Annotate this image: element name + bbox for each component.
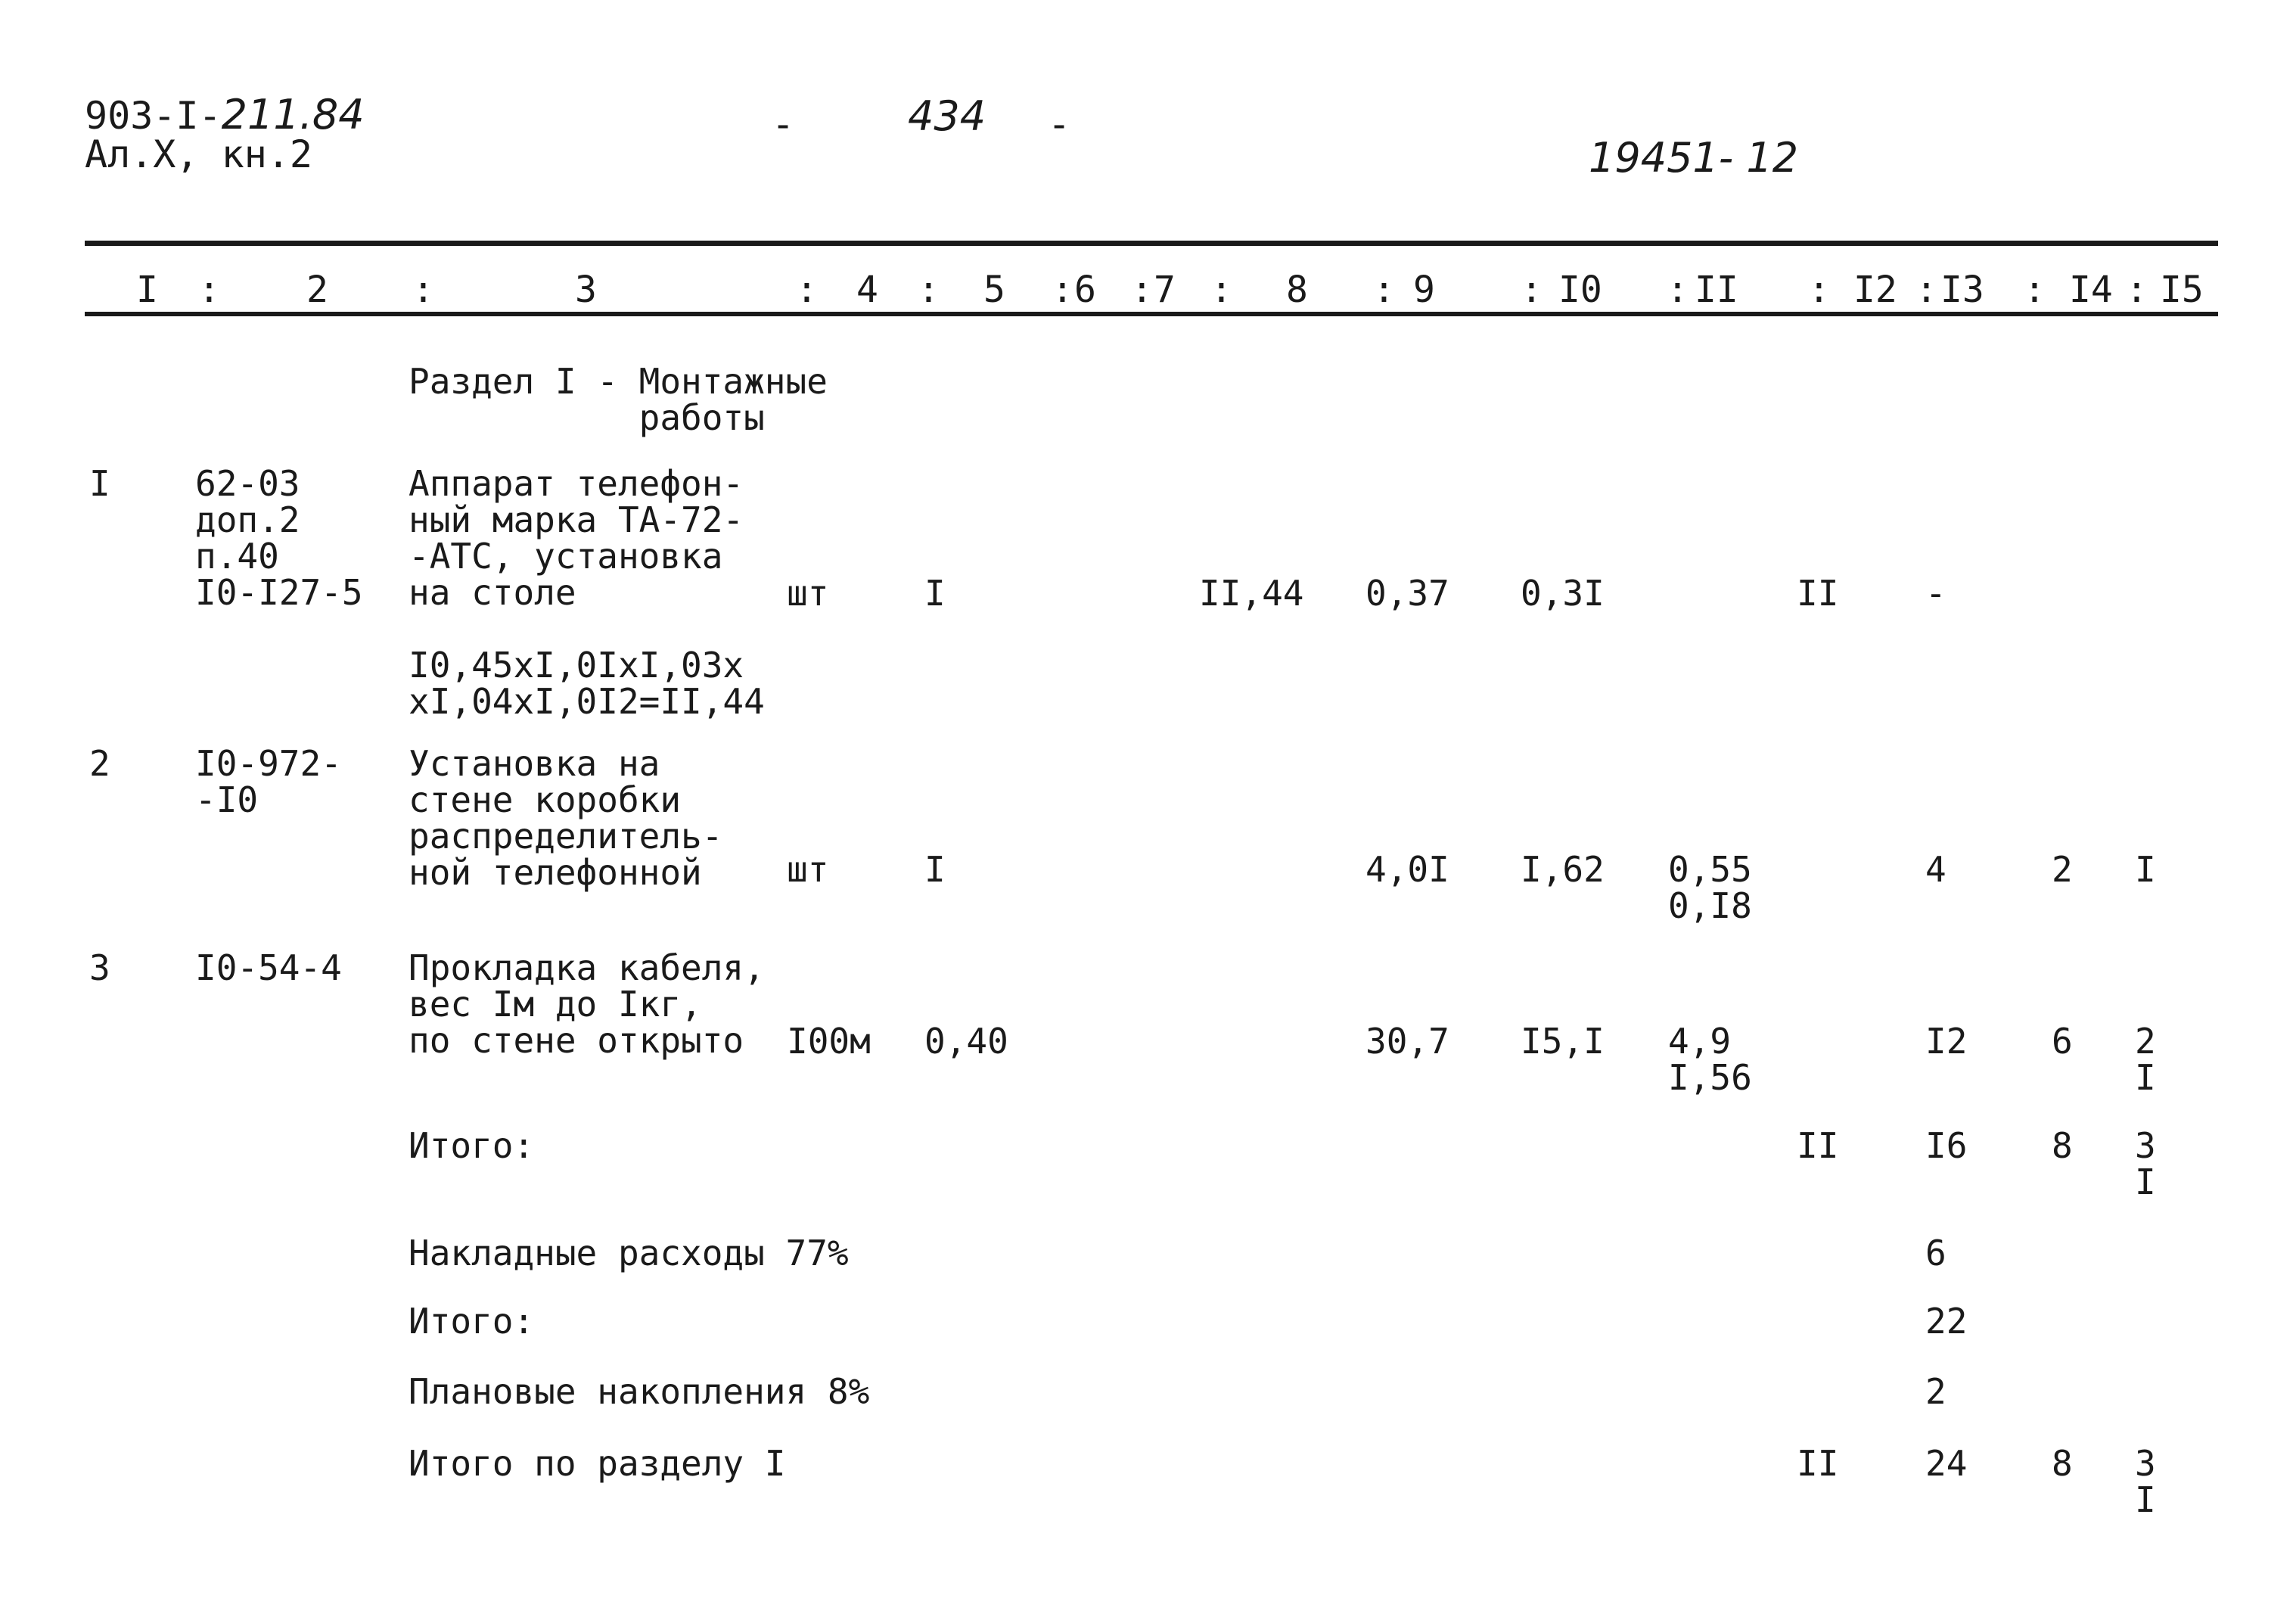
row-1-code: 62-03 доп.2 п.40 I0-I27-5 — [195, 463, 363, 613]
column-header-4: 4 — [856, 269, 878, 311]
row-1-no: I — [89, 463, 110, 504]
page-dash-right: - — [1048, 102, 1071, 146]
row-2-no: 2 — [89, 743, 110, 784]
row-1-col12: II — [1797, 573, 1839, 614]
column-separator-6: : — [1131, 269, 1153, 311]
row-2-col13: 4 — [1925, 849, 1946, 890]
doc-code-handwritten: 211.84 — [221, 91, 365, 138]
row-2-col10: I,62 — [1521, 849, 1605, 890]
overhead-label: Накладные расходы 77% — [409, 1233, 849, 1273]
column-separator-4: : — [918, 269, 940, 311]
row-3-col11: 4,9 I,56 — [1668, 1021, 1752, 1098]
overhead-col13: 6 — [1925, 1233, 1946, 1273]
total-1-col14: 8 — [2052, 1125, 2073, 1166]
column-header-11: II — [1695, 269, 1738, 311]
top-rule — [85, 241, 2218, 246]
total-1-col13: I6 — [1925, 1125, 1968, 1166]
section-total-col14: 8 — [2052, 1443, 2073, 1484]
row-3-code: I0-54-4 — [195, 947, 342, 988]
planned-savings-label: Плановые накопления 8% — [409, 1371, 870, 1412]
doc-code — [85, 91, 365, 138]
row-1-col8: II,44 — [1199, 573, 1304, 614]
section-title: Раздел I - Монтажные работы — [409, 361, 828, 438]
row-3-name: Прокладка кабеля, вес Iм до Iкг, по стене открыто — [409, 947, 765, 1061]
column-header-2: 2 — [306, 269, 328, 311]
planned-savings-col13: 2 — [1925, 1371, 1946, 1412]
column-separator-5: : — [1052, 269, 1073, 311]
column-separator-9: : — [1521, 269, 1543, 311]
column-header-8: 8 — [1286, 269, 1308, 311]
column-header-5: 5 — [983, 269, 1005, 311]
section-total-col15: 3 I — [2135, 1443, 2156, 1520]
column-header-3: 3 — [575, 269, 597, 311]
column-separator-12: : — [1915, 269, 1937, 311]
row-2-name: Установка на стене коробки распределитель- ной телефонной — [409, 743, 723, 893]
column-header-13: I3 — [1940, 269, 1984, 311]
column-header-15: I5 — [2160, 269, 2204, 311]
page-number: 434 — [908, 92, 986, 140]
column-separator-1: : — [198, 269, 220, 311]
page-dash-left: - — [772, 102, 795, 146]
column-separator-14: : — [2126, 269, 2148, 311]
row-3-no: 3 — [89, 947, 110, 988]
section-total-label: Итого по разделу I — [409, 1443, 786, 1484]
section-total-col12: II — [1797, 1443, 1839, 1484]
doc-code-printed: 903-I- — [85, 94, 222, 138]
total-2-col13: 22 — [1925, 1301, 1968, 1342]
row-1-col13: - — [1925, 573, 1946, 614]
column-header-12: I2 — [1853, 269, 1897, 311]
column-separator-8: : — [1373, 269, 1395, 311]
column-header-9: 9 — [1413, 269, 1435, 311]
total-2-label: Итого: — [409, 1301, 535, 1342]
header-rule — [85, 312, 2218, 316]
row-1-unit: шт — [787, 573, 829, 614]
row-1-formula: I0,45xI,0IxI,03x xI,04xI,0I2=II,44 — [409, 645, 765, 722]
row-2-unit: шт — [787, 849, 829, 890]
column-header-10: I0 — [1558, 269, 1602, 311]
row-1-name: Аппарат телефон- ный марка ТА-72- -АТС, установка на столе — [409, 463, 744, 613]
row-2-code: I0-972- -I0 — [195, 743, 342, 820]
row-3-col9: 30,7 — [1365, 1021, 1449, 1062]
column-separator-7: : — [1210, 269, 1232, 311]
column-header-6: 6 — [1074, 269, 1096, 311]
column-separator-3: : — [796, 269, 818, 311]
row-1-col10: 0,3I — [1521, 573, 1605, 614]
total-1-col15: 3 I — [2135, 1125, 2156, 1202]
column-header-14: I4 — [2069, 269, 2113, 311]
row-2-qty: I — [924, 849, 946, 890]
inventory-number: 19451- 12 — [1589, 134, 1799, 182]
row-3-col13: I2 — [1925, 1021, 1968, 1062]
row-2-col15: I — [2135, 849, 2156, 890]
row-1-col9: 0,37 — [1365, 573, 1449, 614]
column-header-7: 7 — [1154, 269, 1176, 311]
column-separator-11: : — [1808, 269, 1830, 311]
row-3-col14: 6 — [2052, 1021, 2073, 1062]
column-separator-13: : — [2024, 269, 2046, 311]
row-3-col10: I5,I — [1521, 1021, 1605, 1062]
row-2-col14: 2 — [2052, 849, 2073, 890]
row-1-qty: I — [924, 573, 946, 614]
album-reference: Ал.X, кн.2 — [85, 132, 313, 176]
column-header-1: I — [136, 269, 158, 311]
row-3-unit: I00м — [787, 1021, 871, 1062]
row-3-qty: 0,40 — [924, 1021, 1008, 1062]
column-separator-2: : — [412, 269, 434, 311]
row-2-col9: 4,0I — [1365, 849, 1449, 890]
row-3-col15: 2 I — [2135, 1021, 2156, 1098]
row-2-col11: 0,55 0,I8 — [1668, 849, 1752, 926]
total-1-col12: II — [1797, 1125, 1839, 1166]
column-separator-10: : — [1667, 269, 1689, 311]
section-total-col13: 24 — [1925, 1443, 1968, 1484]
total-1-label: Итого: — [409, 1125, 535, 1166]
